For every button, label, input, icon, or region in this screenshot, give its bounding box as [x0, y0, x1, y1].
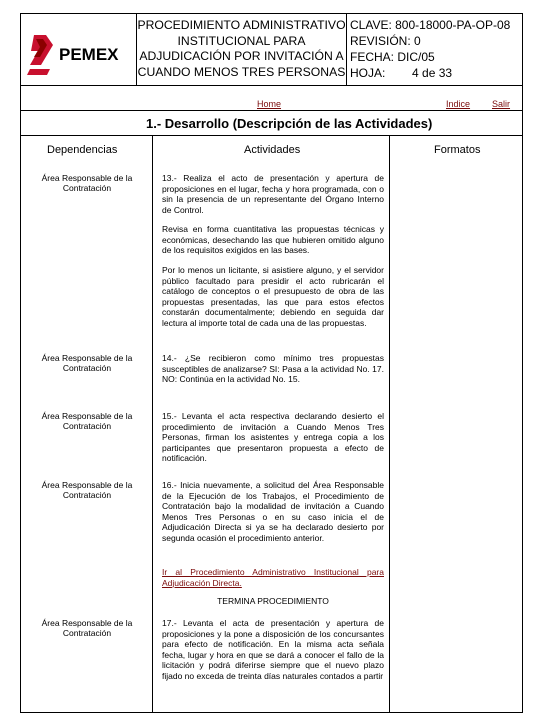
- hoja: HOJA: 4 de 33: [350, 66, 453, 80]
- row-dependency: Área Responsable de la Contratación: [41, 480, 133, 500]
- column-divider: [389, 136, 390, 713]
- adjudicacion-directa-link[interactable]: Ir al Procedimiento Administrativo Institucional para Adjudicación Directa.: [162, 567, 384, 588]
- activity-text: 14.- ¿Se recibieron como mínimo tres propuestas susceptibles de analizarse? SI: Pasa a la actividad No. 17. NO: Continúa en la actividad No. 15.: [162, 353, 384, 385]
- activity-text: 16.- Inicia nuevamente, a solicitud del Área Responsable de la Ejecución de los Trabajos, el Procedimiento de Contratación bajo la modalidad de invitación a Cuando Menos Tres Personas o en su caso inicia el de Adjudicación Directa si ya se ha declarado desierto por segunda ocasión el procedimiento anterior.: [162, 480, 384, 543]
- svg-text:PEMEX: PEMEX: [59, 45, 119, 64]
- pemex-logo: [20, 13, 137, 85]
- row-dependency: Área Responsable de la Contratación: [41, 411, 133, 431]
- section-title: 1.- Desarrollo (Descripción de las Actividades): [20, 110, 523, 136]
- column-header-formatos: Formatos: [434, 144, 481, 156]
- title-line-4: CUANDO MENOS TRES PERSONAS: [137, 64, 346, 79]
- salir-link[interactable]: Salir: [492, 99, 511, 109]
- title-line-2: INSTITUCIONAL PARA: [177, 33, 306, 48]
- row-dependency: Área Responsable de la Contratación: [41, 618, 133, 638]
- activity-text: 15.- Levanta el acta respectiva declarando desierto el procedimiento de invitación a Cuando Menos Tres Personas, firman los asistentes y entrega copia a los participantes que presentaron propuesta a efecto de notificación.: [162, 411, 384, 464]
- header-divider: [20, 85, 523, 86]
- activity-text: 13.- Realiza el acto de presentación y apertura de proposiciones en el lugar, fecha y hora programada, con o sin la presencia de un representante del Órgano Interno de Control.: [162, 173, 384, 215]
- title-line-1: PROCEDIMIENTO ADMINISTRATIVO: [137, 18, 346, 32]
- column-header-actividades: Actividades: [244, 144, 301, 156]
- revision: REVISIÓN: 0: [350, 34, 421, 48]
- document-title: [137, 13, 347, 85]
- activity-text: 17.- Levanta el acta de presentación y apertura de proposiciones y la pone a disposición de los concursantes para efecto de notificación. En la misma acta señala fecha, lugar y hora en que se dará a conocer el fallo de la licitación y podrá diferirse siempre que el nuevo plazo fijado no exceda de treinta días naturales contados a partir: [162, 618, 384, 681]
- column-header-dependencias: Dependencias: [47, 144, 118, 156]
- row-dependency: Área Responsable de la Contratación: [41, 173, 133, 193]
- activity-text: Revisa en forma cuantitativa las propuestas técnicas y económicas, desechando las que hubieren omitido alguno de los requisitos exigidos en las bases.: [162, 224, 384, 256]
- activity-text: Por lo menos un licitante, si asistiere alguno, y el servidor público facultado para presidir el acto rubricarán el catálogo de conceptos o el presupuesto de obra de las propuestas presentadas, las que para estos efectos constarán documentalmente; debiendo en seguida dar lectura al importe total de cada una de las propuestas.: [162, 265, 384, 328]
- indice-link[interactable]: Indice: [446, 99, 471, 109]
- column-divider: [152, 136, 153, 713]
- clave: CLAVE: 800-18000-PA-OP-08: [350, 18, 511, 32]
- title-line-3: ADJUDICACIÓN POR INVITACIÓN A: [139, 49, 344, 63]
- fecha: FECHA: DIC/05: [350, 50, 435, 64]
- document-meta: [350, 17, 510, 81]
- end-procedure-text: TERMINA PROCEDIMIENTO: [217, 596, 329, 606]
- home-link[interactable]: Home: [257, 99, 282, 109]
- row-dependency: Área Responsable de la Contratación: [41, 353, 133, 373]
